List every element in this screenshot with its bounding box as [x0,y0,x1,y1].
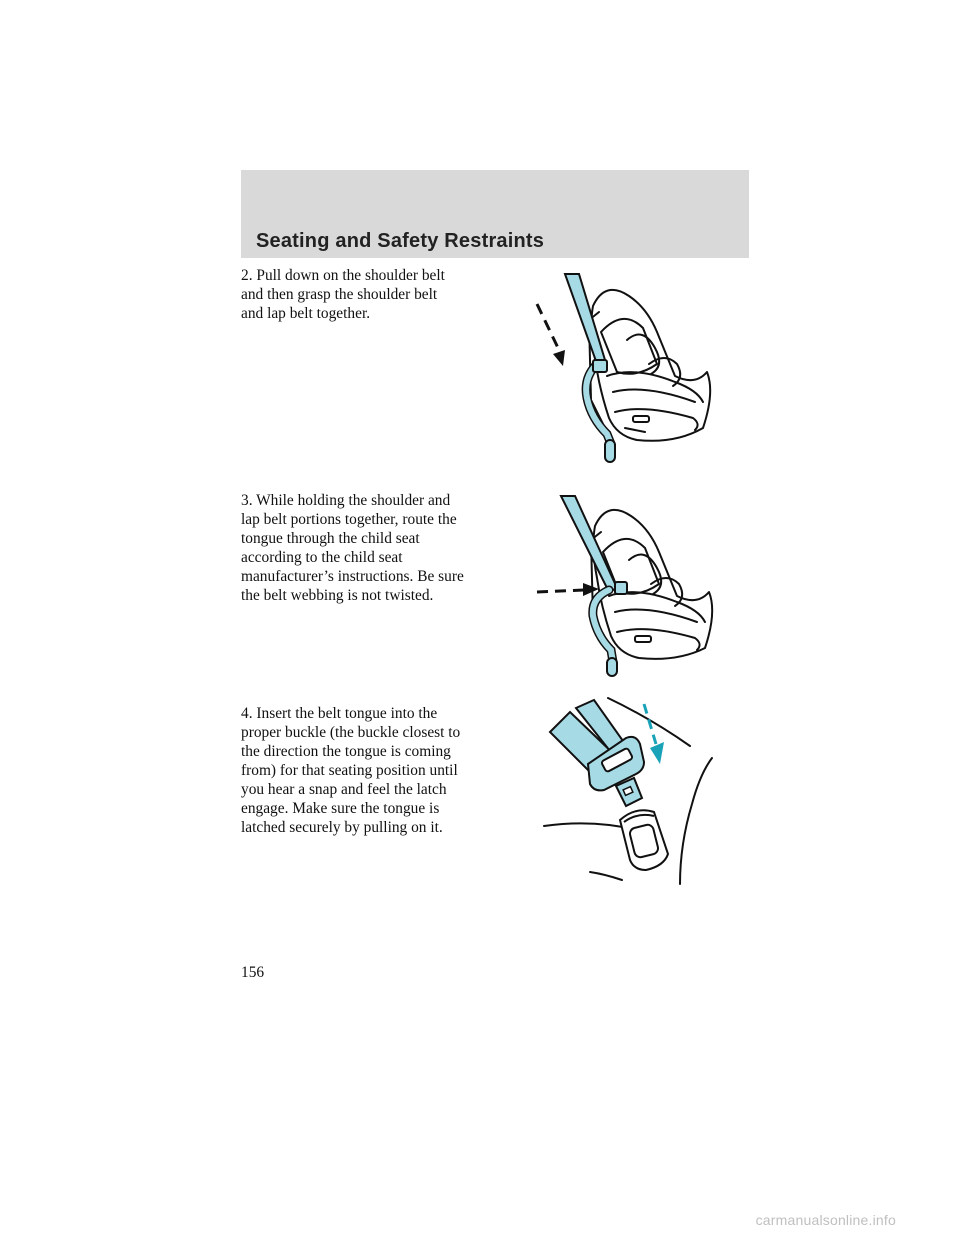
child-seat-pull-belt-illustration [525,268,725,464]
header-band [241,170,749,258]
page-title: Seating and Safety Restraints [256,230,545,252]
page-number: 156 [241,964,265,981]
step-4-text: 4. Insert the belt tongue into the proper buckle (the buckle closest to the direction the tongue is coming from) for that seating position until you hear a snap and feel the latch engage. Make sure the tongue is latched securely by pulling on it. [241,705,461,836]
step-2-text: 2. Pull down on the shoulder belt and then grasp the shoulder belt and lap belt together. [241,267,445,322]
watermark: carmanualsonline.info [755,1212,896,1228]
buckle-latch-illustration [540,694,720,894]
step-3-text: 3. While holding the shoulder and lap belt portions together, route the tongue through the child seat according to the child seat manufacturer’s instructions. Be sure the belt webbing is not twisted. [241,492,464,604]
child-seat-route-belt-illustration [535,492,725,678]
